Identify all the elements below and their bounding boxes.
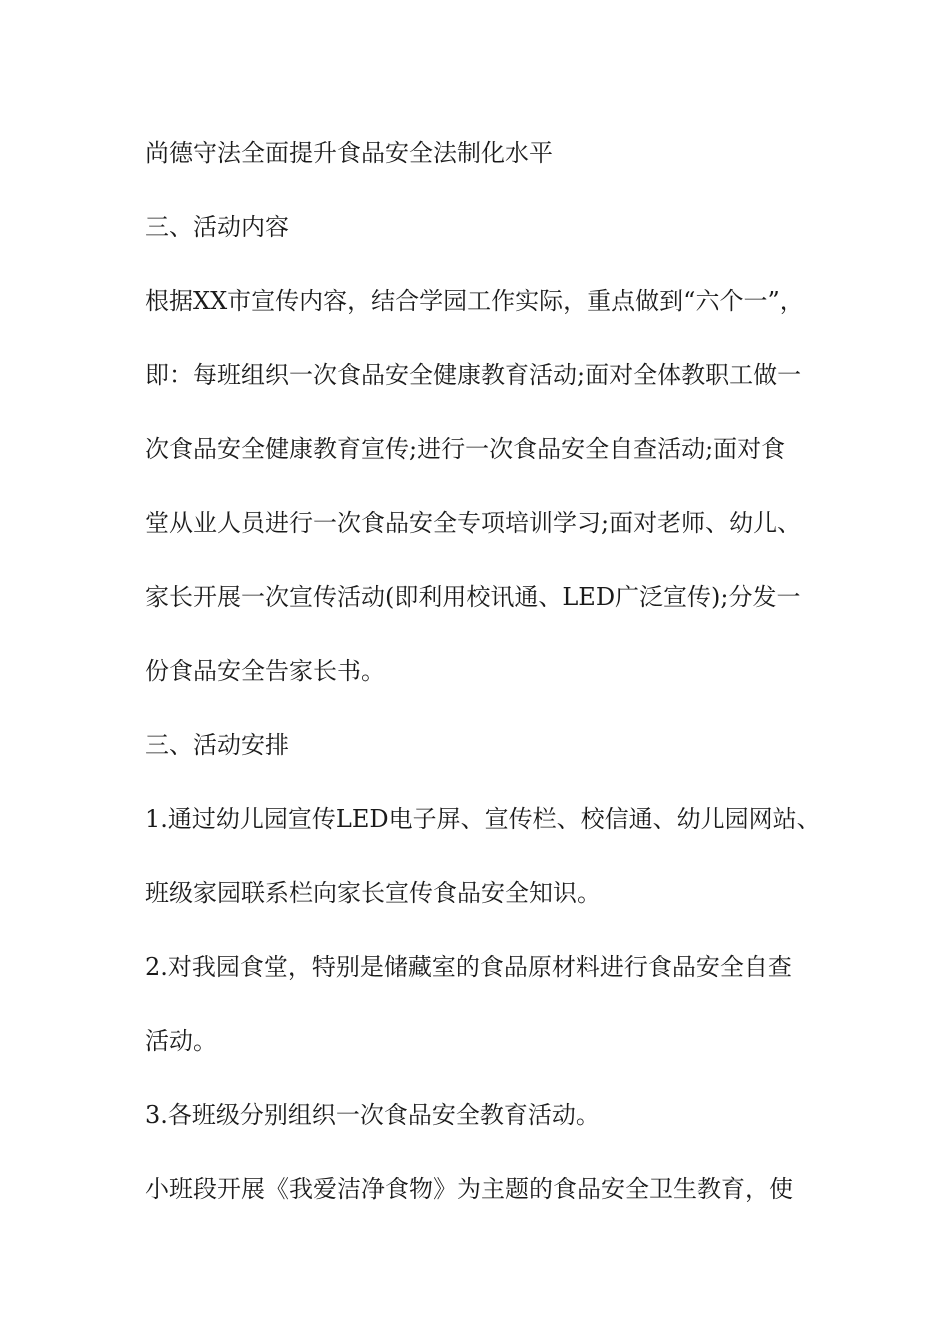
- text-line: 2.对我园食堂，特别是储藏室的食品原材料进行食品安全自查: [145, 953, 792, 981]
- text-line: 根据XX市宣传内容，结合学园工作实际，重点做到“六个一”，: [145, 287, 804, 315]
- text-line: 1.通过幼儿园宣传LED电子屏、宣传栏、校信通、幼儿园网站、: [145, 805, 821, 833]
- section-heading: 三、活动安排: [145, 731, 289, 759]
- text-line: 小班段开展《我爱洁净食物》为主题的食品安全卫生教育，使: [145, 1175, 793, 1203]
- text-line: 活动。: [145, 1027, 217, 1055]
- text-line: 尚德守法全面提升食品安全法制化水平: [145, 139, 553, 167]
- text-line: 家长开展一次宣传活动(即利用校讯通、LED广泛宣传);分发一: [145, 583, 801, 611]
- text-line: 即：每班组织一次食品安全健康教育活动;面对全体教职工做一: [145, 361, 802, 389]
- section-heading: 三、活动内容: [145, 213, 289, 241]
- text-line: 份食品安全告家长书。: [145, 657, 385, 685]
- text-line: 堂从业人员进行一次食品安全专项培训学习;面对老师、幼儿、: [145, 509, 802, 537]
- text-line: 次食品安全健康教育宣传;进行一次食品安全自查活动;面对食: [145, 435, 786, 463]
- text-line: 班级家园联系栏向家长宣传食品安全知识。: [145, 879, 601, 907]
- text-line: 3.各班级分别组织一次食品安全教育活动。: [145, 1101, 600, 1129]
